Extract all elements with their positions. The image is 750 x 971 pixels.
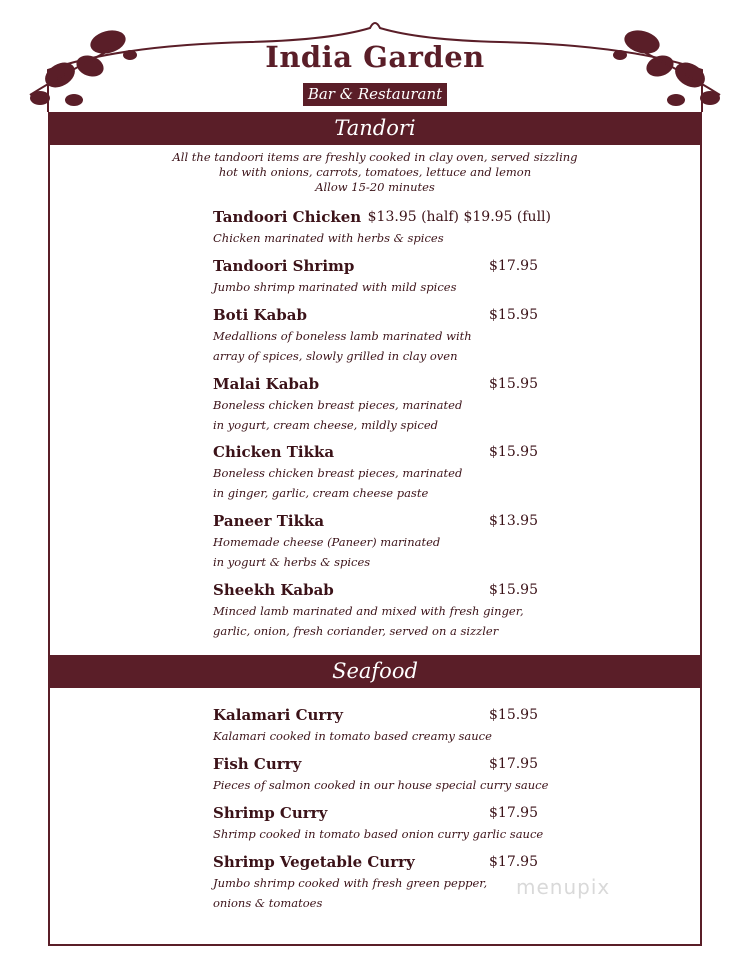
item-price: $15.95 [489, 707, 538, 723]
item-description: in ginger, garlic, cream cheese paste [213, 486, 429, 500]
menu-item [213, 802, 543, 844]
item-name: Shrimp Curry [213, 804, 328, 822]
intro-line: hot with onions, carrots, tomatoes, lettuce and lemon [218, 165, 532, 179]
item-price: $13.95 [489, 513, 538, 529]
tandori-intro [150, 150, 600, 195]
intro-line: Allow 15-20 minutes [315, 180, 435, 194]
item-name: Tandoori Shrimp [213, 257, 355, 275]
item-name: Tandoori Chicken [213, 208, 362, 226]
item-price: $15.95 [489, 582, 538, 598]
item-description: garlic, onion, fresh coriander, served on a sizzler [213, 624, 499, 638]
menu-item [213, 579, 543, 641]
item-name: Paneer Tikka [213, 512, 325, 530]
item-price: $17.95 [489, 805, 538, 821]
item-price: $15.95 [489, 444, 538, 460]
item-name: Chicken Tikka [213, 443, 335, 461]
item-price: $17.95 [489, 756, 538, 772]
item-description: Pieces of salmon cooked in our house special curry sauce [213, 778, 549, 792]
item-description: Boneless chicken breast pieces, marinated [213, 398, 463, 412]
item-name: Shrimp Vegetable Curry [213, 853, 415, 871]
item-description: Medallions of boneless lamb marinated with [213, 329, 472, 343]
item-name: Malai Kabab [213, 375, 320, 393]
item-price: $17.95 [489, 854, 538, 870]
item-price: $15.95 [489, 376, 538, 392]
item-description: Jumbo shrimp cooked with fresh green pepper, [213, 876, 488, 890]
item-price: $17.95 [489, 258, 538, 274]
item-description: Boneless chicken breast pieces, marinated [213, 466, 463, 480]
item-description: in yogurt & herbs & spices [213, 555, 371, 569]
item-description: array of spices, slowly grilled in clay oven [213, 349, 458, 363]
item-description: onions & tomatoes [213, 896, 323, 910]
item-name: Fish Curry [213, 755, 302, 773]
menu-item [213, 510, 543, 572]
item-description: Jumbo shrimp marinated with mild spices [213, 280, 457, 294]
menu-item [213, 255, 543, 297]
item-description: Minced lamb marinated and mixed with fresh ginger, [213, 604, 524, 618]
menu-item [213, 304, 543, 366]
item-description: Homemade cheese (Paneer) marinated [213, 535, 441, 549]
item-name: Sheekh Kabab [213, 581, 334, 599]
menu-item [213, 753, 549, 795]
section-heading-seafood: Seafood [48, 655, 702, 688]
menu-item [213, 704, 543, 746]
item-name: Kalamari Curry [213, 706, 343, 724]
item-description: Shrimp cooked in tomato based onion curry garlic sauce [213, 827, 544, 841]
intro-line: All the tandoori items are freshly cooked in clay oven, served sizzling [172, 150, 578, 164]
watermark: menupix [516, 875, 611, 899]
section-heading-tandori: Tandori [48, 112, 702, 145]
item-description: in yogurt, cream cheese, mildly spiced [213, 418, 438, 432]
item-price: $15.95 [489, 307, 538, 323]
menu-item [213, 373, 543, 435]
menu-item [213, 441, 543, 503]
item-name: Boti Kabab [213, 306, 307, 324]
restaurant-title: India Garden [265, 40, 485, 74]
menu-item [213, 206, 551, 248]
item-description: Chicken marinated with herbs & spices [213, 231, 444, 245]
restaurant-subtitle: Bar & Restaurant [303, 83, 447, 106]
item-price: $13.95 (half) $19.95 (full) [367, 209, 551, 225]
menu-item [213, 851, 543, 913]
item-description: Kalamari cooked in tomato based creamy sauce [213, 729, 492, 743]
